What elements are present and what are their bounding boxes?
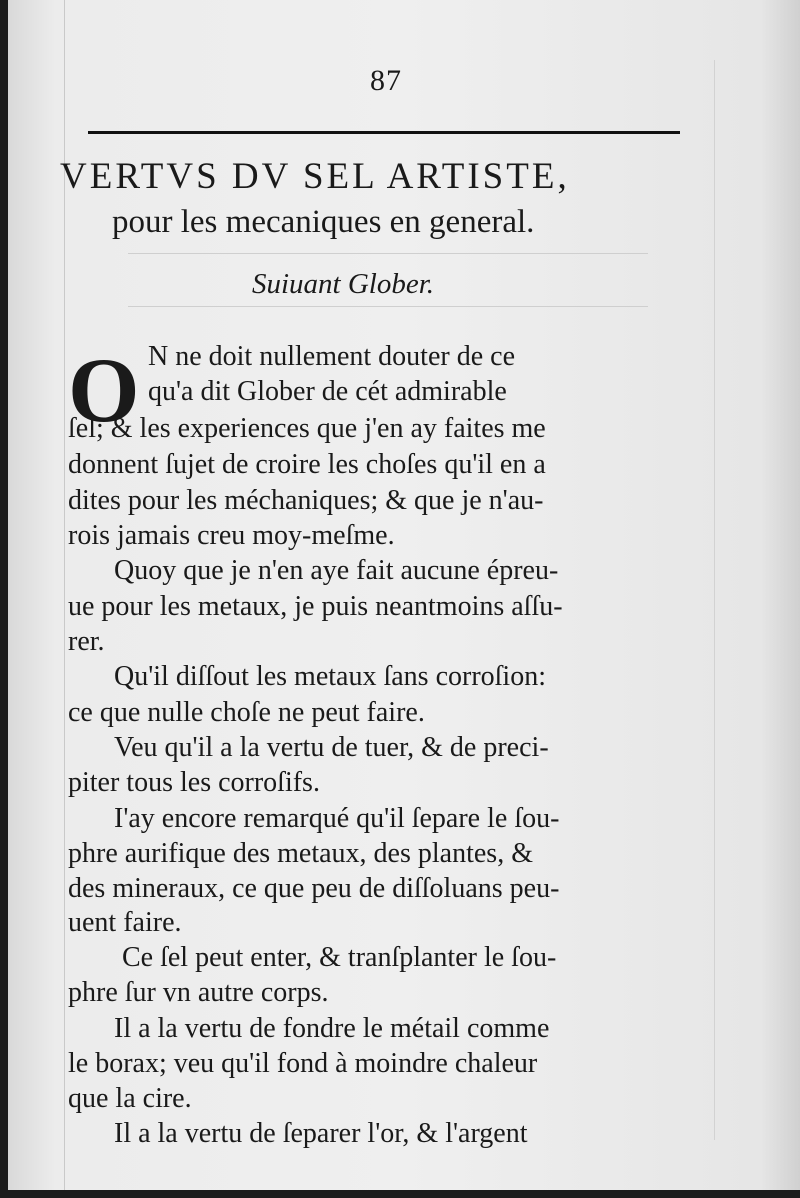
text-line: dites pour les méchaniques; & que je n'au- xyxy=(68,485,544,516)
text-line: N ne doit nullement douter de ce xyxy=(148,341,515,372)
text-line: phre aurifique des metaux, des plantes, & xyxy=(68,838,533,869)
text-line: rer. xyxy=(68,626,105,657)
text-line: uent faire. xyxy=(68,907,182,938)
chapter-subtitle: pour les mecaniques en general. xyxy=(112,204,535,240)
text-line: donnent ſujet de croire les choſes qu'il en a xyxy=(68,449,546,480)
page-number: 87 xyxy=(370,64,402,97)
text-line: ce que nulle choſe ne peut faire. xyxy=(68,697,425,728)
book-page xyxy=(8,0,800,1190)
chapter-title: VERTVS DV SEL ARTISTE, xyxy=(60,156,570,197)
text-line: Il a la vertu de ſeparer l'or, & l'argent xyxy=(114,1118,528,1149)
text-line: piter tous les corroſifs. xyxy=(68,767,320,798)
divider-bottom xyxy=(128,306,648,307)
text-line: I'ay encore remarqué qu'il ſepare le ſou- xyxy=(114,803,560,834)
text-line: Ce ſel peut enter, & tranſplanter le ſou- xyxy=(122,942,557,973)
text-line: le borax; veu qu'il fond à moindre chaleur xyxy=(68,1048,538,1079)
text-line: Il a la vertu de fondre le métail comme xyxy=(114,1013,550,1044)
text-line: ſel; & les experiences que j'en ay faites me xyxy=(68,413,546,444)
text-line: ue pour les metaux, je puis neantmoins aſſu- xyxy=(68,591,563,622)
text-line: rois jamais creu moy-meſme. xyxy=(68,520,395,551)
text-line: Qu'il diſſout les metaux ſans corroſion: xyxy=(114,661,546,692)
drop-capital: O xyxy=(68,339,140,441)
text-line: Quoy que je n'en aye fait aucune épreu- xyxy=(114,555,559,586)
text-line: Veu qu'il a la vertu de tuer, & de preci- xyxy=(114,732,549,763)
bleed-through-line xyxy=(714,60,715,1140)
divider-top xyxy=(128,253,648,254)
text-line: des mineraux, ce que peu de diſſoluans peu- xyxy=(68,873,560,904)
header-rule xyxy=(88,131,680,134)
attribution: Suiuant Glober. xyxy=(252,268,435,300)
text-line: que la cire. xyxy=(68,1083,192,1114)
text-line: phre ſur vn autre corps. xyxy=(68,977,329,1008)
text-line: qu'a dit Glober de cét admirable xyxy=(148,376,507,407)
